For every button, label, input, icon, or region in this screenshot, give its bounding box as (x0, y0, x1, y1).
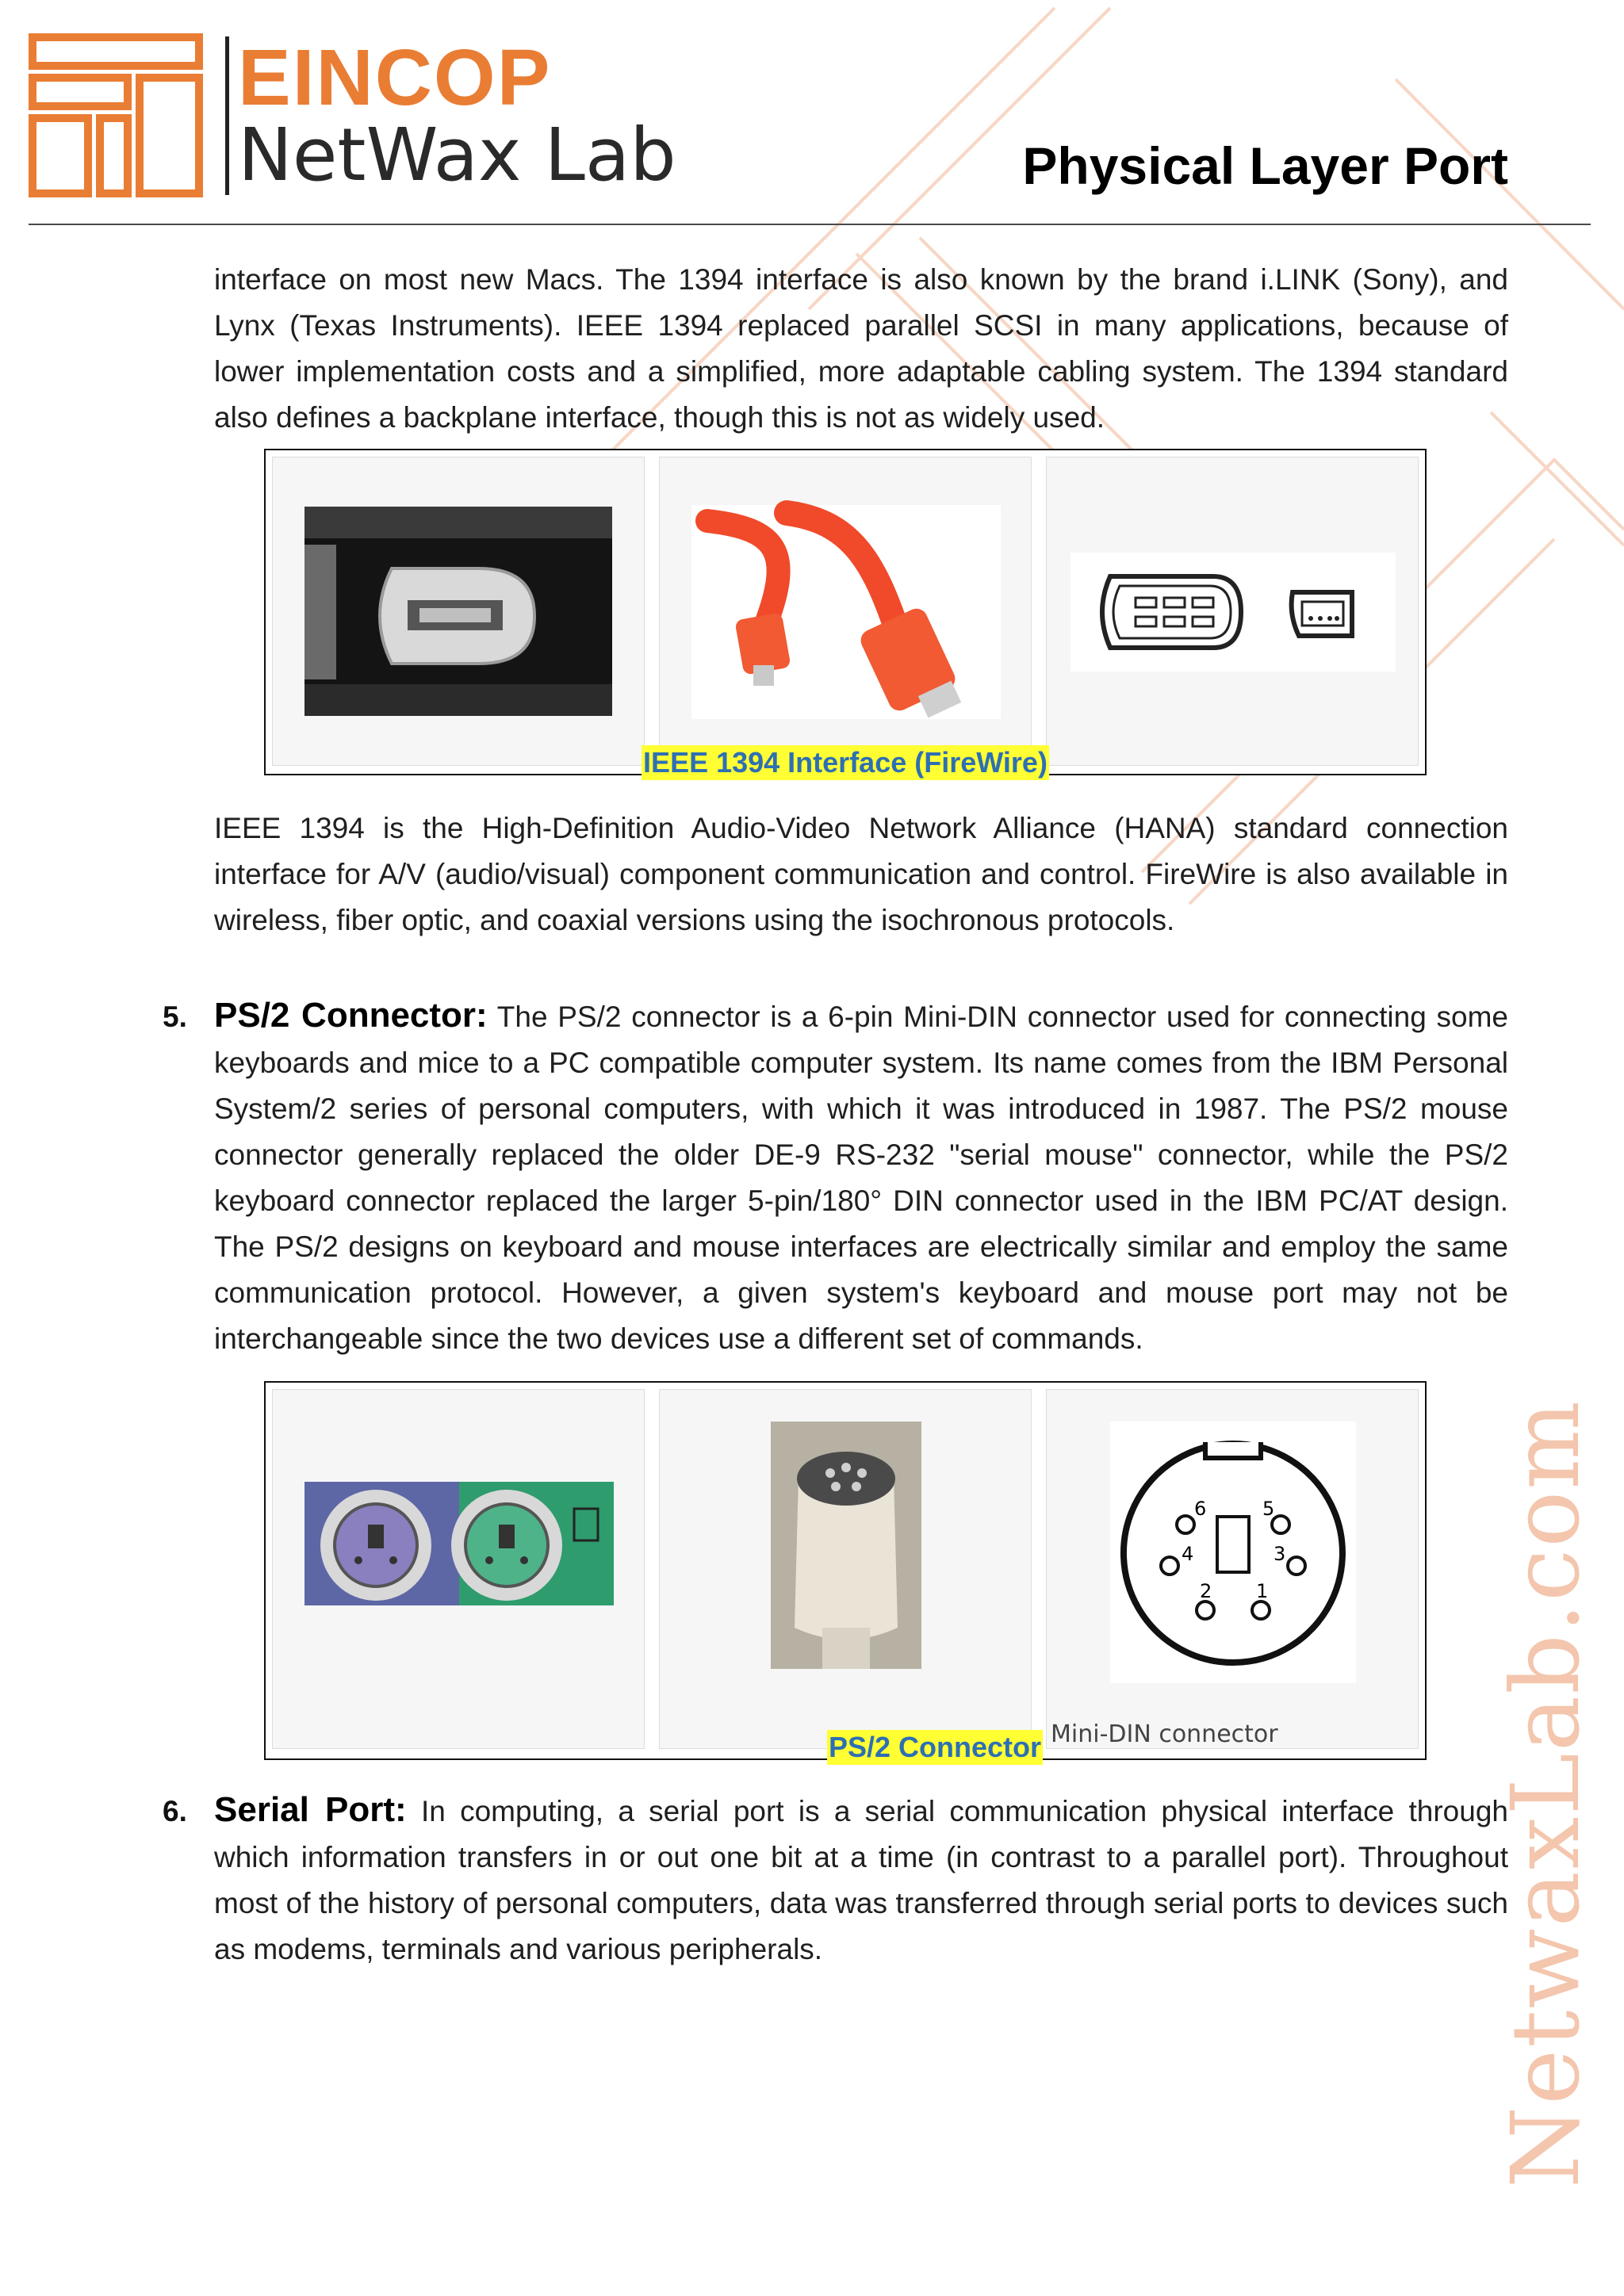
brand-logo (29, 30, 687, 205)
ps2-plug-photo (659, 1389, 1032, 1749)
pin-label-1: 1 (1256, 1580, 1269, 1602)
ps2-body: The PS/2 connector is a 6-pin Mini-DIN connector used for connecting some keyboards and mice to a PC compatible computer system. Its name comes from the IBM Personal System/2 series of personal computers, with which it was introduced in 1987. The PS/2 mouse connector generally replaced the older DE-9 RS-232 "serial mouse" connector, while the PS/2 keyboard connector replaced the larger 5-pin/180° DIN connector used in the IBM PC/AT design. The PS/2 designs on keyboard and mouse interfaces are electrically similar and employ the same communication protocol. However, a given system's keyboard and mouse port may not be interchangeable since the two devices use a different set of commands. (214, 1001, 1508, 1355)
serial-body: In computing, a serial port is a serial communication physical interface through which information transfers in or out one bit at a time (in contrast to a parallel port). Throughout most of the history of personal computers, data was transferred through serial ports to devices such as modems, terminals and various peripherals. (214, 1795, 1508, 1965)
pin-label-3: 3 (1274, 1543, 1286, 1565)
pin-label-4: 4 (1182, 1543, 1194, 1565)
firewire-cable-photo (659, 457, 1032, 766)
brand-name-top: EINCOP (238, 33, 552, 122)
mini-din-pinout-icon (1047, 1390, 1418, 1748)
list-number-5: 5. (163, 1001, 187, 1033)
pin-label-6: 6 (1194, 1498, 1207, 1520)
firewire-connector-diagram (1046, 457, 1419, 766)
figure-firewire (264, 449, 1427, 779)
firewire-cable-icon (660, 457, 1031, 765)
logo-mark-icon (29, 33, 219, 200)
paragraph-firewire-intro: interface on most new Macs. The 1394 interface is also known by the brand i.LINK (Sony), and Lynx (Texas Instruments). IEEE 1394 replaced parallel SCSI in many applications, because of lower implementation costs and a simplified, more adaptable cabling system. The 1394 standard also defines a backplane interface, though this is not as widely used. (214, 263, 1508, 434)
firewire-port-photo (272, 457, 645, 766)
ps2-pinout-diagram (1046, 1389, 1419, 1749)
serial-heading: Serial Port: (214, 1790, 407, 1829)
mini-din-label: Mini-DIN connector (1051, 1720, 1278, 1748)
watermark-text: NetwaxLab.com (1491, 1399, 1600, 2188)
figure-firewire-caption: IEEE 1394 Interface (FireWire) (643, 746, 1048, 779)
ps2-plug-icon (660, 1390, 1031, 1748)
paragraph-firewire-hana: IEEE 1394 is the High-Definition Audio-Video Network Alliance (HANA) standard connection interface for A/V (audio/visual) component communication and control. FireWire is also available in wireless, fiber optic, and coaxial versions using the isochronous protocols. (214, 812, 1508, 936)
pin-label-5: 5 (1262, 1498, 1275, 1520)
ps2-heading: PS/2 Connector: (214, 996, 488, 1035)
figure-ps2 (264, 1381, 1427, 1763)
firewire-port-icon (273, 457, 644, 765)
list-number-6: 6. (163, 1795, 187, 1827)
brand-name-bottom: NetWax Lab (238, 113, 676, 197)
ps2-ports-icon (273, 1390, 644, 1748)
list-item-ps2 (214, 993, 1508, 1362)
list-item-serial (214, 1787, 1508, 1973)
page-title: Physical Layer Port (1022, 136, 1508, 195)
header-divider (29, 224, 1591, 225)
ps2-ports-photo (272, 1389, 645, 1749)
pin-label-2: 2 (1200, 1580, 1212, 1602)
logo-divider (225, 36, 229, 195)
figure-ps2-caption: PS/2 Connector (829, 1731, 1042, 1763)
firewire-connector-shapes-icon (1047, 457, 1418, 765)
